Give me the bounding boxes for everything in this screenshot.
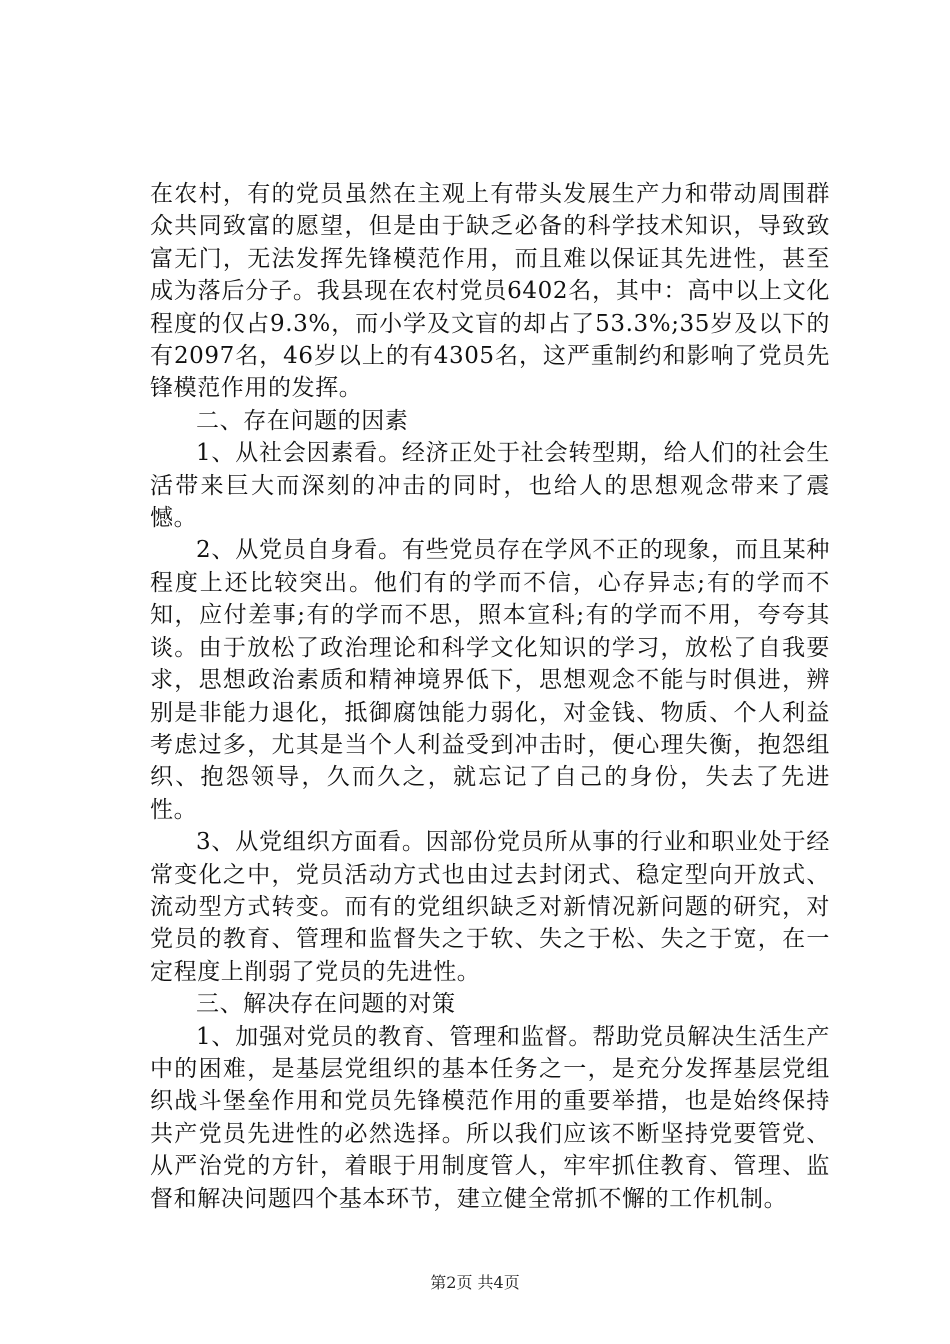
document-body [150,178,830,1215]
paragraph-member-factors: 2、从党员自身看。有些党员存在学风不正的现象，而且某种程度上还比较突出。他们有的学而不信，心存异志;有的学而不知，应付差事;有的学而不思，照本宣科;有的学而不用，夸夸其谈。由于放松了政治理论和科学文化知识的学习，放松了自我要求，思想政治素质和精神境界低下，思想观念不能与时俱进，辨别是非能力退化，抵御腐蚀能力弱化，对金钱、物质、个人利益考虑过多，尤其是当个人利益受到冲击时，便心理失衡，抱怨组织、抱怨领导，久而久之，就忘记了自己的身份，失去了先进性。 [150,537,830,823]
section-heading-solutions: 三、解决存在问题的对策 [196,991,456,1018]
paragraph-rural-members: 在农村，有的党员虽然在主观上有带头发展生产力和带动周围群众共同致富的愿望，但是由于缺乏必备的科学技术知识，导致致富无门，无法发挥先锋模范作用，而且难以保证其先进性，甚至成为落后分子。我县现在农村党员6402名，其中：高中以上文化程度的仅占9.3%，而小学及文盲的却占了53.3%;35岁及以下的有2097名，46岁以上的有4305名，这严重制约和影响了党员先锋模范作用的发挥。 [150,181,830,402]
paragraph-organization-factors: 3、从党组织方面看。因部份党员所从事的行业和职业处于经常变化之中，党员活动方式也由过去封闭式、稳定型向开放式、流动型方式转变。而有的党组织缺乏对新情况新问题的研究，对党员的教育、管理和监督失之于软、失之于松、失之于宽，在一定程度上削弱了党员的先进性。 [150,829,830,985]
paragraph-education-management: 1、加强对党员的教育、管理和监督。帮助党员解决生活生产中的困难，是基层党组织的基本任务之一，是充分发挥基层党组织战斗堡垒作用和党员先锋模范作用的重要举措，也是始终保持共产党员先进性的必然选择。所以我们应该不断坚持党要管党、从严治党的方针，着眼于用制度管人，牢牢抓住教育、管理、监督和解决问题四个基本环节，建立健全常抓不懈的工作机制。 [150,1023,830,1212]
page-footer: 第2页 共4页 [430,1273,520,1292]
section-heading-causes: 二、存在问题的因素 [196,407,409,434]
paragraph-social-factors: 1、从社会因素看。经济正处于社会转型期，给人们的社会生活带来巨大而深刻的冲击的同时，也给人的思想观念带来了震憾。 [150,440,830,532]
